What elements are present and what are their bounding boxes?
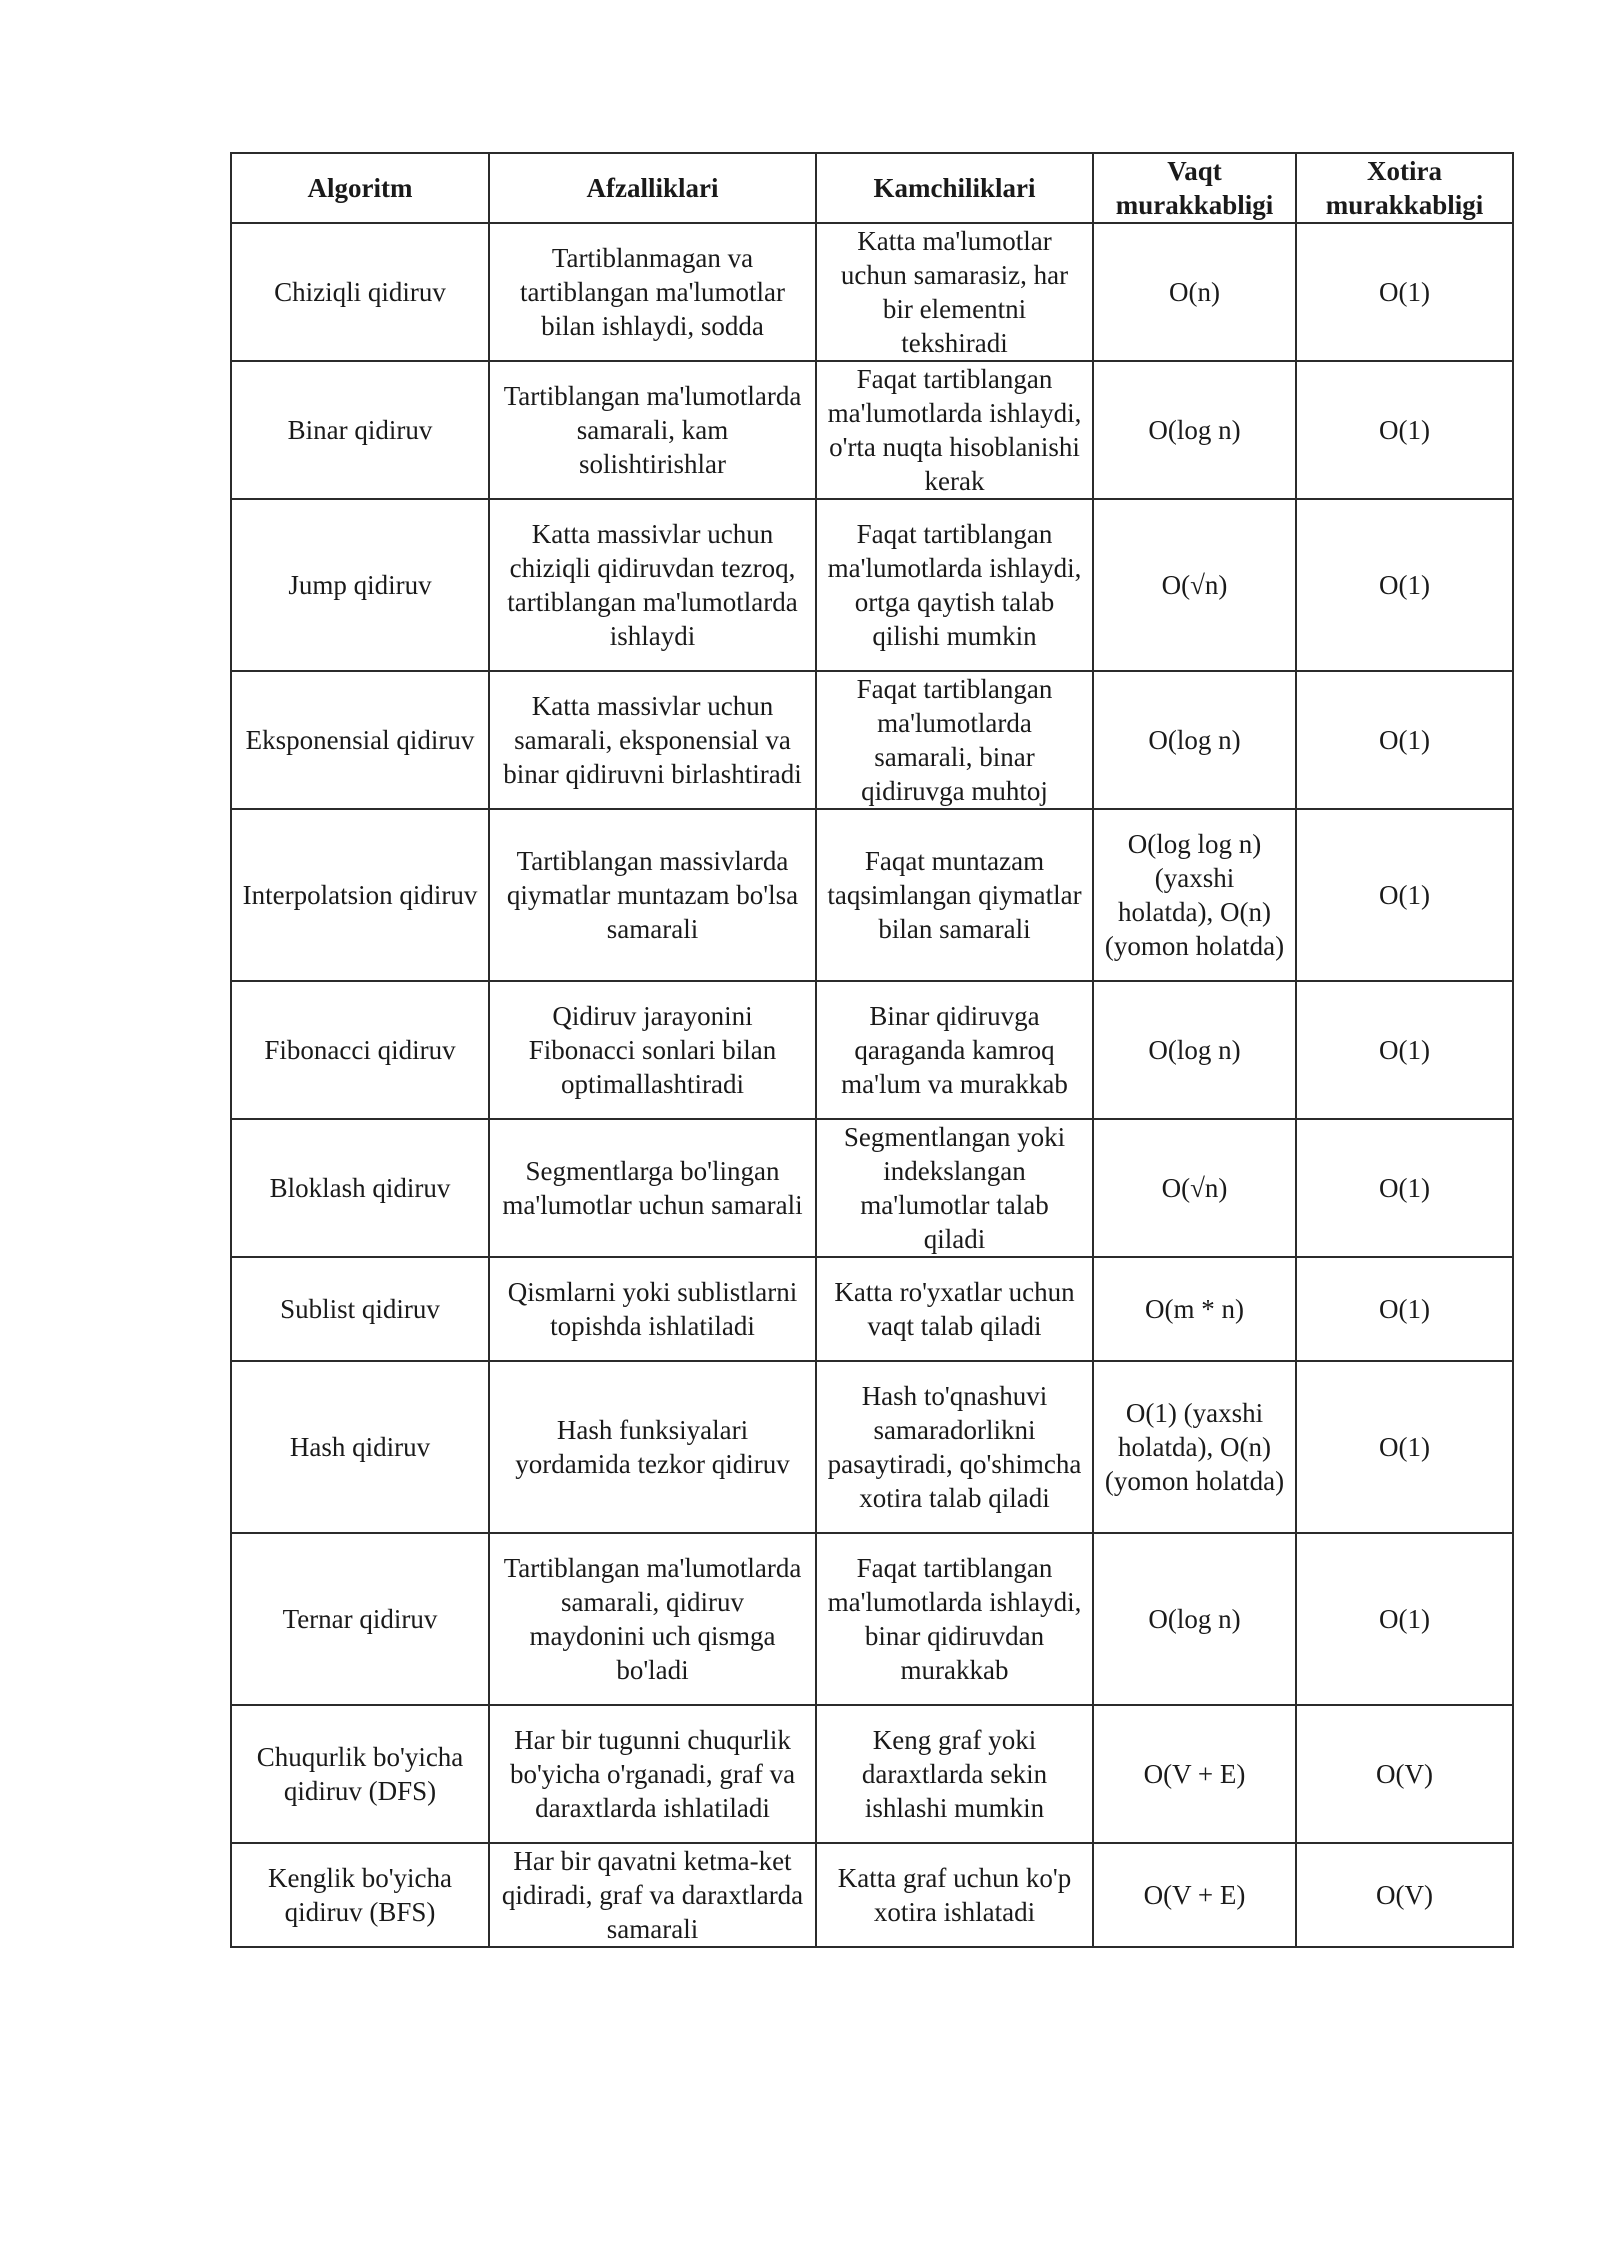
- header-time-complexity: Vaqt murakkabligi: [1093, 153, 1296, 223]
- advantages-cell: Tartiblanmagan va tartiblangan ma'lumotlar bilan ishlaydi, sodda: [489, 223, 816, 361]
- disadvantages-cell: Faqat tartiblangan ma'lumotlarda ishlaydi, ortga qaytish talab qilishi mumkin: [816, 499, 1093, 671]
- disadvantages-cell: Katta ro'yxatlar uchun vaqt talab qiladi: [816, 1257, 1093, 1361]
- advantages-cell: Har bir qavatni ketma-ket qidiradi, graf va daraxtlarda samarali: [489, 1843, 816, 1947]
- advantages-cell: Katta massivlar uchun samarali, eksponensial va binar qidiruvni birlashtiradi: [489, 671, 816, 809]
- algorithm-cell: Sublist qidiruv: [231, 1257, 489, 1361]
- advantages-cell: Hash funksiyalari yordamida tezkor qidiruv: [489, 1361, 816, 1533]
- header-advantages: Afzalliklari: [489, 153, 816, 223]
- time-cell: O(log n): [1093, 671, 1296, 809]
- time-cell: O(log n): [1093, 981, 1296, 1119]
- advantages-cell: Har bir tugunni chuqurlik bo'yicha o'rganadi, graf va daraxtlarda ishlatiladi: [489, 1705, 816, 1843]
- algorithm-cell: Fibonacci qidiruv: [231, 981, 489, 1119]
- table-row: [231, 1361, 1513, 1533]
- advantages-cell: Tartiblangan massivlarda qiymatlar muntazam bo'lsa samarali: [489, 809, 816, 981]
- advantages-cell: Qidiruv jarayonini Fibonacci sonlari bilan optimallashtiradi: [489, 981, 816, 1119]
- time-cell: O(log n): [1093, 1533, 1296, 1705]
- time-cell: O(√n): [1093, 1119, 1296, 1257]
- disadvantages-cell: Keng graf yoki daraxtlarda sekin ishlashi mumkin: [816, 1705, 1093, 1843]
- table-row: [231, 223, 1513, 361]
- disadvantages-cell: Binar qidiruvga qaraganda kamroq ma'lum va murakkab: [816, 981, 1093, 1119]
- disadvantages-cell: Hash to'qnashuvi samaradorlikni pasaytiradi, qo'shimcha xotira talab qiladi: [816, 1361, 1093, 1533]
- table-row: [231, 499, 1513, 671]
- header-disadvantages: Kamchiliklari: [816, 153, 1093, 223]
- search-algorithms-table: [230, 152, 1514, 1948]
- disadvantages-cell: Faqat tartiblangan ma'lumotlarda samarali, binar qidiruvga muhtoj: [816, 671, 1093, 809]
- header-memory-complexity: Xotira murakkabligi: [1296, 153, 1513, 223]
- table-row: [231, 1705, 1513, 1843]
- memory-cell: O(1): [1296, 981, 1513, 1119]
- advantages-cell: Qismlarni yoki sublistlarni topishda ishlatiladi: [489, 1257, 816, 1361]
- algorithm-cell: Bloklash qidiruv: [231, 1119, 489, 1257]
- table-row: [231, 671, 1513, 809]
- time-cell: O(V + E): [1093, 1843, 1296, 1947]
- memory-cell: O(1): [1296, 671, 1513, 809]
- memory-cell: O(1): [1296, 1257, 1513, 1361]
- memory-cell: O(V): [1296, 1843, 1513, 1947]
- algorithm-cell: Hash qidiruv: [231, 1361, 489, 1533]
- time-cell: O(log log n) (yaxshi holatda), O(n) (yomon holatda): [1093, 809, 1296, 981]
- table-row: [231, 1119, 1513, 1257]
- memory-cell: O(1): [1296, 1119, 1513, 1257]
- algorithm-cell: Interpolatsion qidiruv: [231, 809, 489, 981]
- advantages-cell: Segmentlarga bo'lingan ma'lumotlar uchun samarali: [489, 1119, 816, 1257]
- memory-cell: O(1): [1296, 361, 1513, 499]
- algorithm-cell: Jump qidiruv: [231, 499, 489, 671]
- table-row: [231, 809, 1513, 981]
- algorithm-cell: Ternar qidiruv: [231, 1533, 489, 1705]
- advantages-cell: Katta massivlar uchun chiziqli qidiruvdan tezroq, tartiblangan ma'lumotlarda ishlaydi: [489, 499, 816, 671]
- memory-cell: O(1): [1296, 809, 1513, 981]
- time-cell: O(V + E): [1093, 1705, 1296, 1843]
- time-cell: O(log n): [1093, 361, 1296, 499]
- algorithm-cell: Chuqurlik bo'yicha qidiruv (DFS): [231, 1705, 489, 1843]
- disadvantages-cell: Katta ma'lumotlar uchun samarasiz, har bir elementni tekshiradi: [816, 223, 1093, 361]
- table-row: [231, 1843, 1513, 1947]
- table-row: [231, 1533, 1513, 1705]
- advantages-cell: Tartiblangan ma'lumotlarda samarali, qidiruv maydonini uch qismga bo'ladi: [489, 1533, 816, 1705]
- time-cell: O(m * n): [1093, 1257, 1296, 1361]
- memory-cell: O(1): [1296, 1361, 1513, 1533]
- table-row: [231, 1257, 1513, 1361]
- advantages-cell: Tartiblangan ma'lumotlarda samarali, kam solishtirishlar: [489, 361, 816, 499]
- time-cell: O(1) (yaxshi holatda), O(n) (yomon holatda): [1093, 1361, 1296, 1533]
- header-algorithm: Algoritm: [231, 153, 489, 223]
- time-cell: O(√n): [1093, 499, 1296, 671]
- memory-cell: O(V): [1296, 1705, 1513, 1843]
- disadvantages-cell: Segmentlangan yoki indekslangan ma'lumotlar talab qiladi: [816, 1119, 1093, 1257]
- memory-cell: O(1): [1296, 223, 1513, 361]
- algorithm-cell: Chiziqli qidiruv: [231, 223, 489, 361]
- memory-cell: O(1): [1296, 499, 1513, 671]
- disadvantages-cell: Katta graf uchun ko'p xotira ishlatadi: [816, 1843, 1093, 1947]
- algorithm-cell: Binar qidiruv: [231, 361, 489, 499]
- table-row: [231, 361, 1513, 499]
- disadvantages-cell: Faqat tartiblangan ma'lumotlarda ishlaydi, o'rta nuqta hisoblanishi kerak: [816, 361, 1093, 499]
- table-row: [231, 981, 1513, 1119]
- disadvantages-cell: Faqat tartiblangan ma'lumotlarda ishlaydi, binar qidiruvdan murakkab: [816, 1533, 1093, 1705]
- table-header-row: [231, 153, 1513, 223]
- disadvantages-cell: Faqat muntazam taqsimlangan qiymatlar bilan samarali: [816, 809, 1093, 981]
- time-cell: O(n): [1093, 223, 1296, 361]
- algorithm-cell: Eksponensial qidiruv: [231, 671, 489, 809]
- algorithm-cell: Kenglik bo'yicha qidiruv (BFS): [231, 1843, 489, 1947]
- memory-cell: O(1): [1296, 1533, 1513, 1705]
